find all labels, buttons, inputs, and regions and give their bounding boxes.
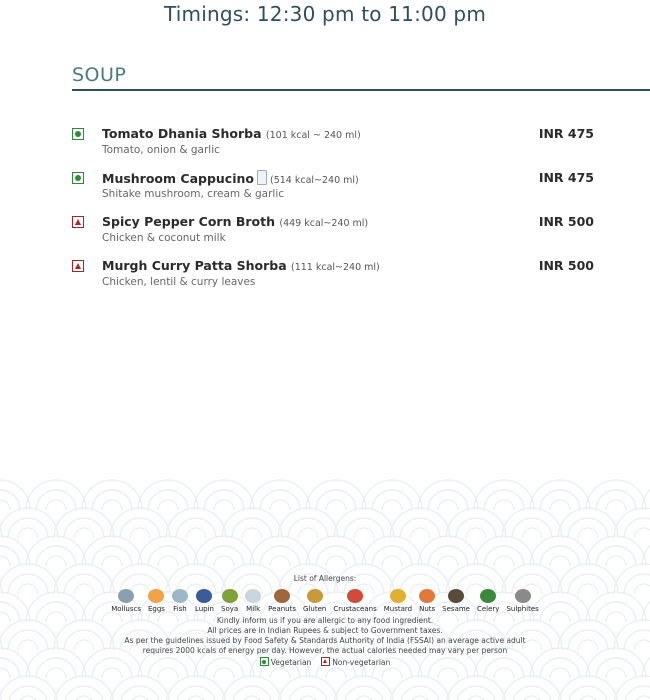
item-kcal: (101 kcal ~ 240 ml) <box>265 130 361 141</box>
item-name: Mushroom Cappucino (514 kcal~240 ml) <box>102 171 359 186</box>
nonveg-legend-icon <box>321 657 330 666</box>
allergen-eggs <box>148 589 165 613</box>
legend-veg: Vegetarian <box>260 657 312 667</box>
item-kcal: (111 kcal~240 ml) <box>291 262 380 273</box>
sesame-icon <box>448 589 464 603</box>
allergen-label: Gluten <box>303 605 327 613</box>
diet-legend <box>0 657 650 667</box>
allergen-sesame <box>442 589 470 613</box>
soya-icon <box>222 589 238 603</box>
calorie-note: requires 2000 kcals of energy per day. However, the actual calories needed may vary per person <box>142 646 508 655</box>
milk-icon <box>257 170 267 185</box>
section-divider <box>72 89 650 91</box>
item-price: INR 500 <box>538 258 594 273</box>
allergen-label: Lupin <box>194 605 214 613</box>
item-description: Tomato, onion & garlic <box>102 144 220 156</box>
allergen-label: Crustaceans <box>333 605 377 613</box>
allergen-soya <box>221 589 238 613</box>
item-description: Shitake mushroom, cream & garlic <box>102 188 285 200</box>
item-price: INR 475 <box>538 126 594 141</box>
allergen-label: Celery <box>476 605 500 613</box>
menu-item <box>72 126 594 170</box>
allergen-sulphites <box>506 589 538 613</box>
celery-icon <box>480 589 496 603</box>
allergen-label: Milk <box>246 605 261 613</box>
item-kcal: (449 kcal~240 ml) <box>279 218 369 229</box>
legend-nonveg: Non-vegetarian <box>321 657 390 667</box>
nonveg-symbol-icon <box>72 260 84 272</box>
flask-icon <box>515 589 531 603</box>
item-description: Chicken, lentil & curry leaves <box>102 276 256 288</box>
allergen-label: Fish <box>173 605 187 613</box>
menu-item-list <box>72 126 594 302</box>
allergen-gluten <box>303 589 326 613</box>
allergy-note: Kindly inform us if you are allergic to any food ingredient. <box>216 616 434 625</box>
item-price: INR 500 <box>538 214 594 229</box>
allergen-peanuts <box>268 589 296 613</box>
allergen-celery <box>477 589 499 613</box>
allergen-list-title: List of Allergens: <box>293 574 357 583</box>
veg-legend-icon <box>260 657 269 666</box>
section-title: SOUP <box>72 64 127 86</box>
allergen-mustard <box>384 589 412 613</box>
allergen-footer <box>0 574 650 667</box>
allergen-molluscs <box>111 589 141 613</box>
item-description: Chicken & coconut milk <box>102 232 226 244</box>
allergen-crustaceans <box>333 589 376 613</box>
allergen-label: Nuts <box>419 605 436 613</box>
price-note: All prices are in Indian Rupees & subject to Government taxes. <box>207 626 443 635</box>
allergen-label: Sesame <box>442 605 470 613</box>
peanut-icon <box>274 589 290 603</box>
item-kcal: (514 kcal~240 ml) <box>269 175 359 186</box>
menu-item <box>72 214 594 258</box>
nonveg-symbol-icon <box>72 216 84 228</box>
allergen-label: Eggs <box>147 605 165 613</box>
egg-icon <box>148 589 164 603</box>
allergen-label: Mustard <box>383 605 413 613</box>
mustard-icon <box>390 589 406 603</box>
lupin-icon <box>196 589 212 603</box>
fssai-note: As per the guidelines issued by Food Safety & Standards Authority of India (FSSAI) an average active adult <box>124 636 526 645</box>
crab-icon <box>347 589 363 603</box>
allergen-icon-row <box>0 589 650 613</box>
item-name: Spicy Pepper Corn Broth (449 kcal~240 ml) <box>102 214 369 229</box>
nut-icon <box>419 589 435 603</box>
item-price: INR 475 <box>538 170 594 185</box>
allergen-nuts <box>419 589 435 613</box>
allergen-label: Peanuts <box>268 605 297 613</box>
menu-item <box>72 170 594 214</box>
milk-bottle-icon <box>245 589 261 603</box>
menu-item <box>72 258 594 302</box>
veg-symbol-icon <box>72 128 84 140</box>
allergen-lupin <box>195 589 214 613</box>
allergen-milk <box>245 589 261 613</box>
shell-icon <box>118 589 134 603</box>
item-name: Murgh Curry Patta Shorba (111 kcal~240 ml) <box>102 258 380 273</box>
allergen-fish <box>172 589 188 613</box>
wheat-icon <box>307 589 323 603</box>
veg-symbol-icon <box>72 172 84 184</box>
item-name: Tomato Dhania Shorba (101 kcal ~ 240 ml) <box>102 126 361 141</box>
allergen-label: Sulphites <box>506 605 539 613</box>
allergen-label: Molluscs <box>111 605 141 613</box>
allergen-label: Soya <box>221 605 239 613</box>
timings-heading: Timings: 12:30 pm to 11:00 pm <box>163 2 487 26</box>
fish-icon <box>172 589 188 603</box>
